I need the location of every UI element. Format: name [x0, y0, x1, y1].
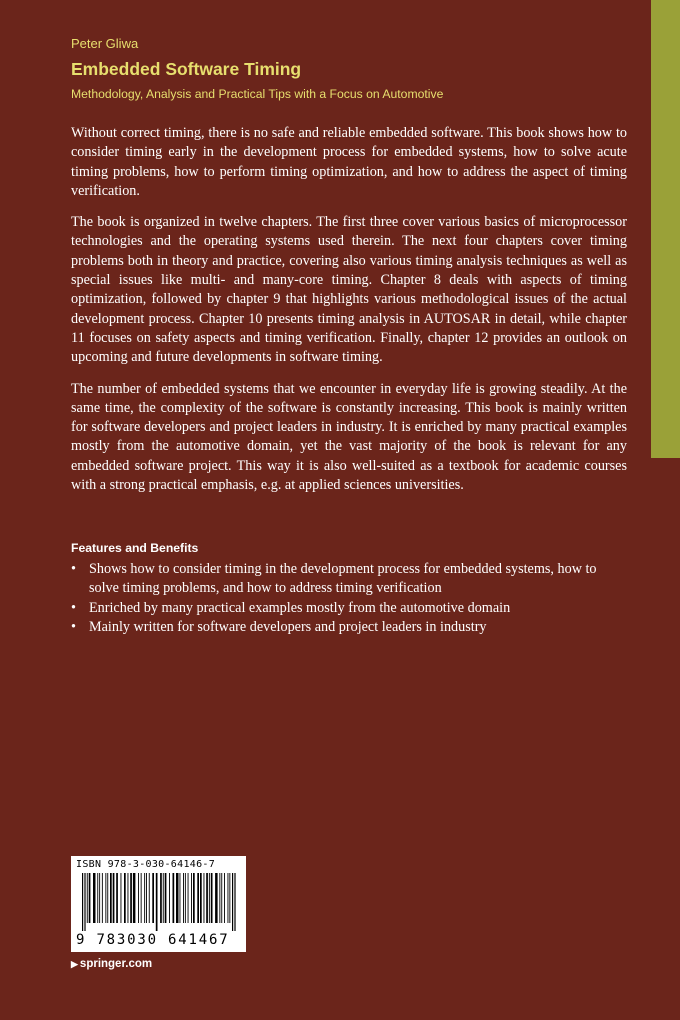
bullet-icon: •: [71, 561, 76, 577]
bullet-icon: •: [71, 618, 76, 635]
arrow-right-icon: ▶: [71, 959, 78, 969]
publisher-link[interactable]: [71, 958, 152, 970]
accent-strip: [651, 0, 680, 458]
book-title: Embedded Software Timing: [71, 59, 302, 79]
book-subtitle: Methodology, Analysis and Practical Tips with a Focus on Automotive: [71, 87, 444, 101]
features-section: [71, 541, 627, 637]
description: [71, 124, 627, 507]
list-item: [71, 560, 627, 599]
feature-text: Mainly written for software developers and project leaders in industry: [89, 618, 487, 635]
features-list: [71, 560, 627, 637]
bullet-icon: •: [71, 599, 76, 616]
isbn-label: ISBN 978-3-030-64146-7: [76, 859, 216, 870]
description-paragraph: Without correct timing, there is no safe and reliable embedded software. This book shows how to consider timing early in the development process for embedded systems, how to solve acute timing problems, how to perform timing optimization, and how to address the aspect of timing verification.: [71, 125, 627, 199]
features-heading: Features and Benefits: [71, 541, 199, 555]
feature-text: Enriched by many practical examples mostly from the automotive domain: [89, 599, 511, 616]
publisher-url: springer.com: [79, 958, 153, 970]
isbn-barcode: [71, 856, 246, 952]
feature-text: Shows how to consider timing in the development process for embedded systems, how to solve timing problems, and how to address timing verification: [89, 561, 597, 597]
description-paragraph: The number of embedded systems that we encounter in everyday life is growing steadily. At the same time, the complexity of the software is constantly increasing. This book is mainly written for software developers and project leaders in industry. It is enriched by many practical examples mostly from the automotive domain, yet the vast majority of the book is relevant for any embedded software project. This way it is also well-suited as a textbook for academic courses with a strong practical emphasis, e.g. at applied sciences universities.: [71, 380, 627, 494]
list-item: [71, 618, 627, 637]
barcode-digits: 9 783030 641467: [76, 932, 230, 948]
author-name: Peter Gliwa: [71, 36, 139, 51]
list-item: [71, 599, 627, 618]
description-paragraph: The book is organized in twelve chapters. The first three cover various basics of microprocessor technologies and the operating systems used therein. The next four chapters cover timing problems both in theory and practice, covering also various timing analysis techniques as well as special issues like multi- and many-core timing. Chapter 8 deals with aspects of timing optimization, followed by chapter 9 that highlights various methodological issues of the actual development process. Chapter 10 presents timing analysis in AUTOSAR in detail, while chapter 11 focuses on safety aspects and timing verification. Finally, chapter 12 provides an outlook on upcoming and future developments in software timing.: [71, 214, 627, 366]
barcode-icon: [76, 873, 241, 931]
